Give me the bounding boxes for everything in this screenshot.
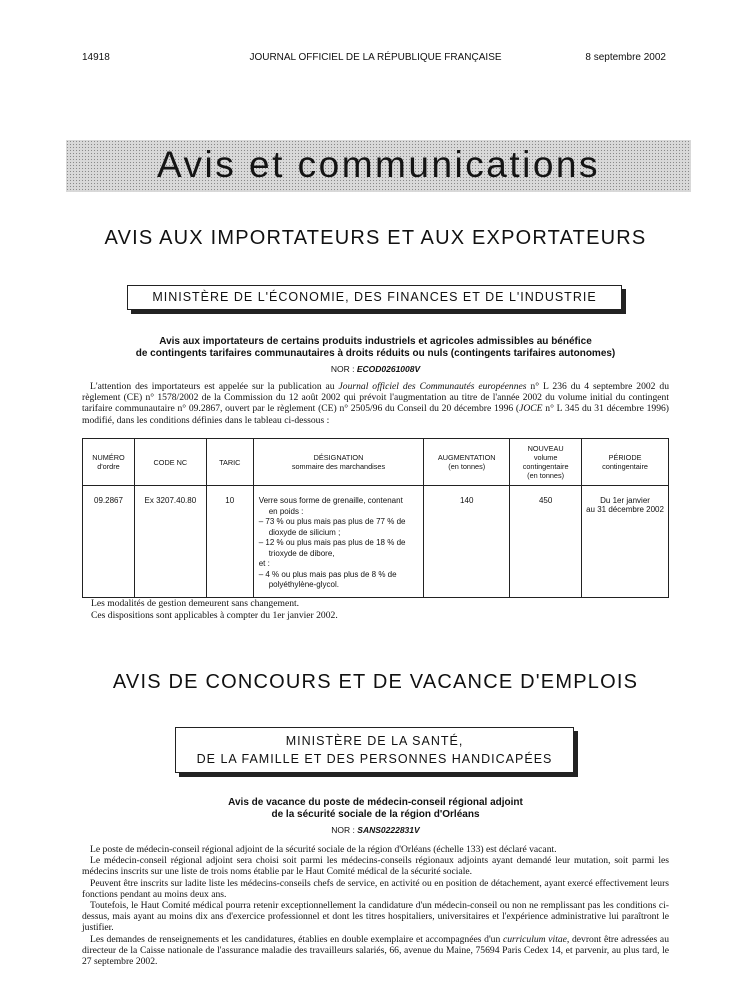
designation-line: dioxyde de silicium ; [268,527,341,537]
table-row [83,486,669,598]
intro-paragraph [82,381,669,426]
ministry-heading-sante [175,727,574,773]
periode-line: Du 1er janvier [600,496,650,505]
cell-numero: 09.2867 [83,486,135,598]
header-line: volume contingentaire [522,453,569,471]
paragraph [82,934,669,968]
ministry-line: DE LA FAMILLE ET DES PERSONNES HANDICAPÉES [196,752,553,766]
notice-title-line: Avis de vacance du poste de médecin-conseil régional adjoint [228,797,523,808]
header-line: contingentaire [602,462,648,471]
paragraph: Toutefois, le Haut Comité médical pourra retenir exceptionnellement la candidature d'un médecin-conseil ou non ne remplissant pas les conditions ci-dessus, mais ayant au moins dix ans d'exercice professionnel et dont les titres hospitaliers, universitaires et l'expérience administrative lui paraîtront le justifier. [82,900,669,934]
header-line: PÉRIODE [608,453,642,462]
cell-nouveau: 450 [510,486,582,598]
curriculum-vitae: curriculum vitae, [502,933,570,945]
nor-code: ECOD0261008V [356,364,421,374]
col-header-taric: TARIC [206,439,253,486]
cell-designation [253,486,424,598]
cell-augmentation: 140 [424,486,510,598]
header-line: DÉSIGNATION [313,453,364,462]
designation-line: polyéthylène-glycol. [268,580,339,589]
designation-line: – 73 % ou plus mais pas plus de 77 % de [258,517,406,526]
nor-label: NOR : [330,364,355,374]
col-header-designation [253,439,424,486]
nor-label: NOR : [331,825,355,835]
col-header-periode [582,439,669,486]
designation-line: Verre sous forme de grenaille, contenant [258,496,403,505]
intro-journal: Journal officiel des Communautés européennes [338,381,527,392]
header-line: NOUVEAU [527,444,564,453]
periode-line: au 31 décembre 2002 [586,505,664,514]
ministry-heading-economie: MINISTÈRE DE L'ÉCONOMIE, DES FINANCES ET DE L'INDUSTRIE [127,285,622,310]
notice-title [0,336,751,360]
notice-title-line: de contingents tarifaires communautaires à droits réduits ou nuls (contingents tarifaires autonomes) [135,348,616,359]
notice-title-line: Avis aux importateurs de certains produits industriels et agricoles admissibles au bénéfice [159,336,592,347]
nor-code: SANS0222831V [357,825,420,835]
cell-code: Ex 3207.40.80 [134,486,206,598]
nor-reference [0,364,751,374]
section-banner [66,140,691,192]
intro-text: n° L 236 du 4 septembre 2002 du règlement (CE) n° 1578/2002 de la Commission du 12 août 2002 qui prévoit l'augmentation au titre de l'année 2002 du volume initial du contingent tarifaire communautaire n° 09.2867, ouvert par le règlement (CE) n° 2505/96 du Conseil du 20 décembre 1996 ( [82,381,669,415]
paragraph: Le médecin-conseil régional adjoint sera choisi soit parmi les médecins-conseils régionaux adjoints ayant demandé leur mutation, soit parmi les médecins inscrits sur une liste de trois noms établie par le Haut Comité médical de la sécurité sociale. [82,855,669,878]
designation-line: et : [258,559,270,568]
journal-title: JOURNAL OFFICIEL DE LA RÉPUBLIQUE FRANÇAISE [249,52,502,63]
designation-line: en poids : [268,506,304,516]
issue-date: 8 septembre 2002 [585,52,666,63]
vacancy-body [82,844,669,967]
col-header-augmentation [424,439,510,486]
box-shadow [179,773,578,777]
intro-text: n° L 345 du 31 décembre 1996) modifié, dans les conditions définies dans le tableau ci-dessous : [82,403,670,426]
section-title-concours: AVIS DE CONCOURS ET DE VACANCE D'EMPLOIS [112,671,639,693]
box-shadow [131,310,626,314]
cell-periode [582,486,669,598]
header-line: (en tonnes) [527,471,565,480]
intro-joce: JOCE [519,403,543,415]
table-header-row [83,439,669,486]
notes [91,598,338,621]
note-line: Les modalités de gestion demeurent sans changement. [91,598,300,609]
designation-line: trioxyde de dibore, [268,548,335,558]
col-header-numero: NUMÉRO d'ordre [83,439,135,486]
paragraph: Peuvent être inscrits sur ladite liste les médecins-conseils chefs de service, en activité ou en position de détachement, ayant exercé effectivement leurs fonctions pendant au moins deux ans. [82,877,669,900]
header-line: sommaire des marchandises [291,462,386,471]
col-header-nouveau [510,439,582,486]
quota-table [82,438,669,598]
designation-line: – 12 % ou plus mais pas plus de 18 % de [258,538,406,547]
header-line: AUGMENTATION [437,453,496,462]
paragraph-text: devront être adressées au directeur de la Caisse nationale de l'assurance maladie des travailleurs salariés, 66, avenue du Maine, 75694 Paris Cedex 14, et parvenir, au plus tard, le 27 septembre 2002. [82,933,669,968]
designation-line: – 4 % ou plus mais pas plus de 8 % de [258,569,397,579]
note-line: Ces dispositions sont applicables à compter du 1er janvier 2002. [91,609,338,621]
notice-title [0,797,751,821]
box-shadow [622,289,626,314]
notice-title-line: de la sécurité sociale de la région d'Orléans [271,809,480,820]
ministry-line: MINISTÈRE DE LA SANTÉ, [285,734,464,748]
section-title-importateurs: AVIS AUX IMPORTATEURS ET AUX EXPORTATEURS [104,227,647,249]
banner-title: Avis et communications [157,144,600,185]
box-shadow [574,731,578,777]
header-line: (en tonnes) [448,462,486,471]
paragraph-text: Les demandes de renseignements et les candidatures, établies en double exemplaire et accompagnées d'un [90,933,503,945]
nor-reference [0,825,751,835]
col-header-code: CODE NC [134,439,206,486]
intro-text: L'attention des importateurs est appelée sur la publication au [90,381,339,392]
page-number: 14918 [82,52,110,63]
cell-taric: 10 [206,486,253,598]
paragraph: Le poste de médecin-conseil régional adjoint de la sécurité sociale de la région d'Orléans (échelle 133) est déclaré vacant. [90,844,557,855]
